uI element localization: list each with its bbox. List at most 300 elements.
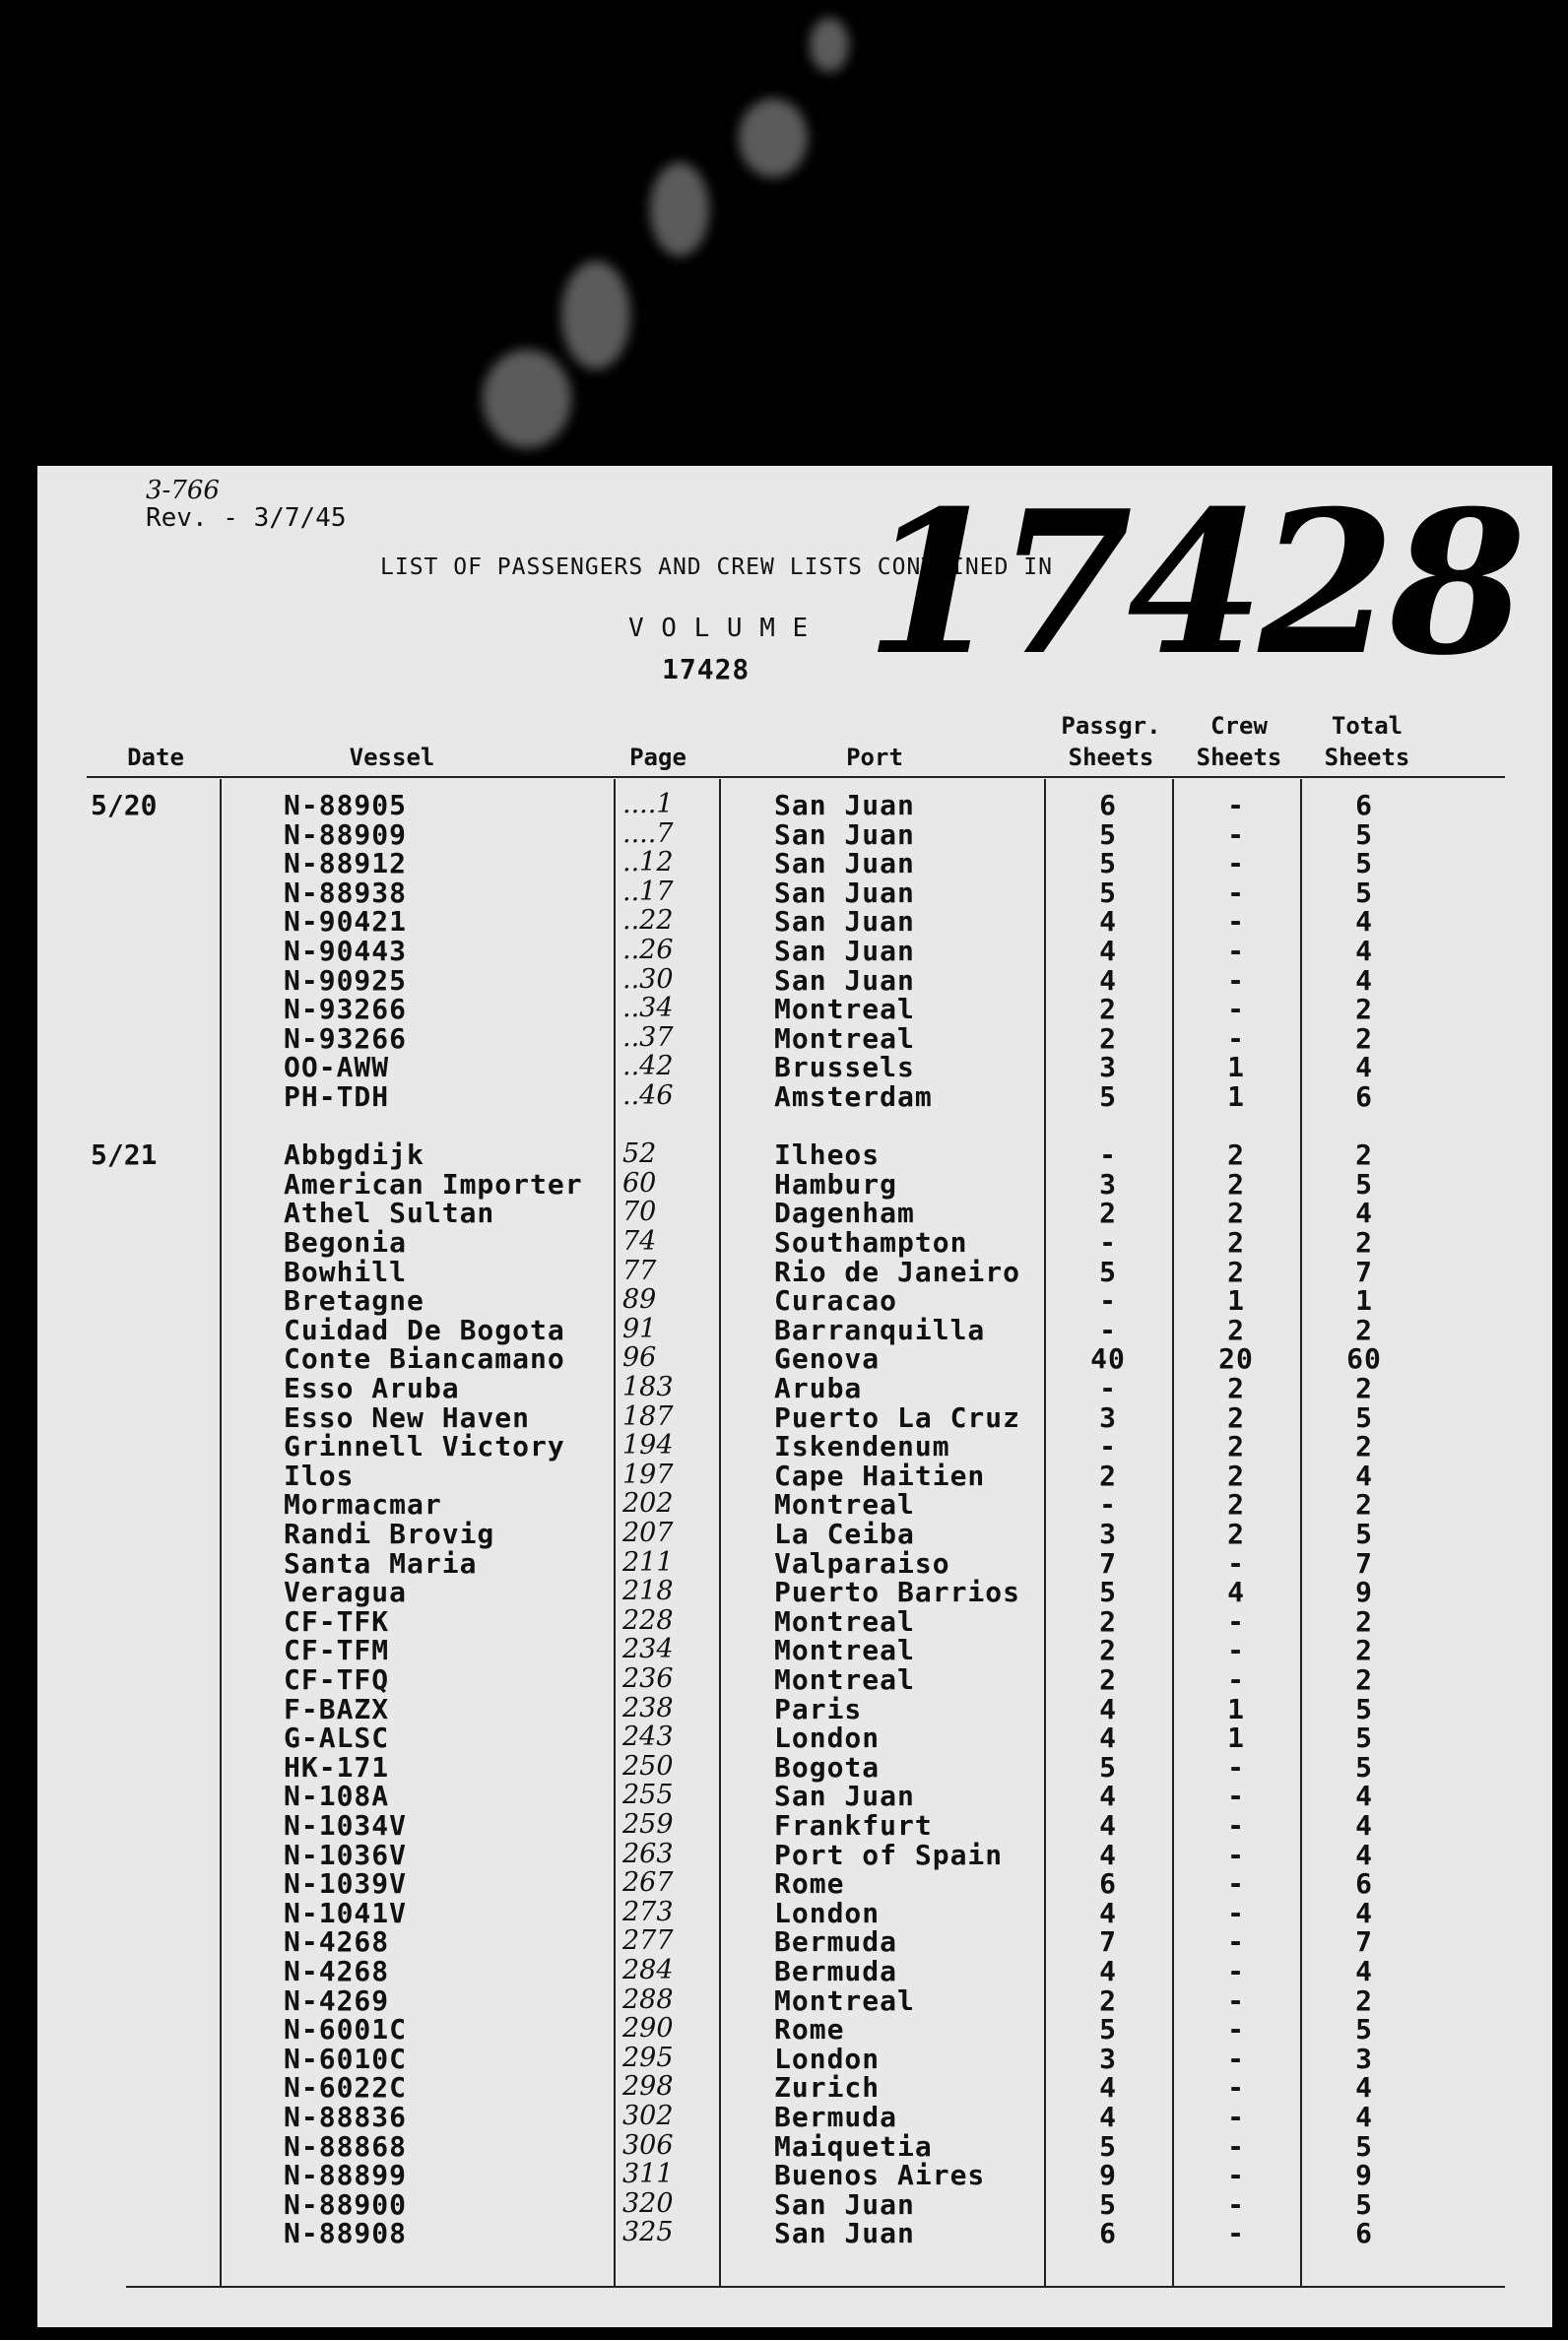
total-sheets-cell: 4 <box>1355 2101 1373 2133</box>
total-sheets-cell: 7 <box>1355 1925 1373 1959</box>
passenger-sheets-cell: 9 <box>1099 2159 1117 2192</box>
document-page <box>37 466 1552 2327</box>
total-sheets-cell: 4 <box>1355 1838 1373 1871</box>
total-sheets-cell: 5 <box>1355 847 1373 880</box>
total-sheets-cell: 4 <box>1355 1896 1373 1929</box>
passenger-sheets-cell: 6 <box>1099 2217 1117 2250</box>
vessel-cell: N-88908 <box>284 2217 408 2250</box>
passenger-sheets-cell: 5 <box>1099 817 1117 851</box>
vessel-cell: N-88909 <box>284 817 408 851</box>
form-revision: Rev. - 3/7/45 <box>146 503 347 533</box>
passenger-sheets-cell: 4 <box>1099 2071 1117 2105</box>
date-cell: 5/21 <box>91 1138 158 1172</box>
form-code: 3-766 <box>146 476 220 505</box>
vessel-cell: N-90421 <box>284 905 408 939</box>
scan-smudge <box>650 162 709 256</box>
page-cell: 288 <box>622 1983 674 2015</box>
passenger-sheets-cell: 4 <box>1099 1722 1117 1755</box>
vessel-cell: N-88868 <box>284 2129 408 2163</box>
crew-sheets-cell: 4 <box>1227 1576 1245 1609</box>
total-sheets-cell: 4 <box>1355 1955 1373 1987</box>
passenger-sheets-cell: - <box>1099 1372 1117 1404</box>
page-cell: 197 <box>622 1459 674 1490</box>
vessel-cell: Abbgdijk <box>284 1138 425 1172</box>
page-cell: 194 <box>622 1430 674 1462</box>
port-cell: London <box>774 2042 881 2075</box>
port-cell: La Ceiba <box>774 1518 915 1550</box>
crew-sheets-cell: 2 <box>1227 1255 1245 1288</box>
passenger-sheets-cell: 5 <box>1099 847 1117 880</box>
page-cell: 207 <box>622 1518 674 1548</box>
crew-sheets-cell: - <box>1227 1925 1245 1959</box>
total-sheets-cell: 6 <box>1355 1080 1373 1113</box>
passenger-sheets-cell: 7 <box>1099 1925 1117 1959</box>
passenger-sheets-cell: 4 <box>1099 1838 1117 1871</box>
page-cell: ..12 <box>622 847 674 878</box>
passenger-sheets-cell: 5 <box>1099 2187 1117 2221</box>
passenger-sheets-cell: 6 <box>1099 1867 1117 1901</box>
total-sheets-cell: 1 <box>1355 1284 1373 1318</box>
port-cell: Bermuda <box>774 1925 898 1959</box>
page-cell: 183 <box>622 1372 674 1402</box>
vessel-cell: N-6022C <box>284 2071 408 2105</box>
crew-sheets-cell: 2 <box>1227 1459 1245 1492</box>
passenger-sheets-cell: 3 <box>1099 2042 1117 2075</box>
port-cell: Montreal <box>774 1604 915 1638</box>
page-cell: 302 <box>622 2101 674 2131</box>
crew-sheets-cell: - <box>1227 1896 1245 1929</box>
crew-sheets-cell: 2 <box>1227 1518 1245 1550</box>
total-sheets-cell: 5 <box>1355 1167 1373 1201</box>
total-sheets-cell: 5 <box>1355 1518 1373 1550</box>
passenger-sheets-cell: 2 <box>1099 1634 1117 1667</box>
total-sheets-cell: 5 <box>1355 1692 1373 1725</box>
port-cell: San Juan <box>774 817 915 851</box>
crew-sheets-cell: - <box>1227 1663 1245 1696</box>
vessel-cell: OO-AWW <box>284 1051 390 1084</box>
page-cell: 284 <box>622 1955 674 1985</box>
page-cell: ..42 <box>622 1051 674 1082</box>
total-sheets-cell: 4 <box>1355 1051 1373 1084</box>
vessel-cell: N-90925 <box>284 963 408 997</box>
vessel-cell: N-90443 <box>284 935 408 967</box>
column-rule <box>1300 779 1302 2288</box>
crew-sheets-cell: - <box>1227 876 1245 909</box>
crew-sheets-cell: - <box>1227 963 1245 997</box>
total-sheets-cell: 2 <box>1355 1488 1373 1522</box>
port-cell: Zurich <box>774 2071 881 2105</box>
vessel-cell: Esso Aruba <box>284 1372 460 1404</box>
port-cell: Montreal <box>774 1983 915 2017</box>
vessel-cell: Bowhill <box>284 1255 408 1288</box>
column-header-port: Port <box>846 744 903 771</box>
page-cell: 211 <box>622 1546 674 1578</box>
port-cell: Aruba <box>774 1372 863 1404</box>
crew-sheets-cell: - <box>1227 2217 1245 2250</box>
page-cell: 187 <box>622 1400 674 1432</box>
crew-sheets-cell: - <box>1227 847 1245 880</box>
crew-sheets-cell: - <box>1227 2159 1245 2192</box>
port-cell: Hamburg <box>774 1167 898 1201</box>
crew-sheets-cell: 1 <box>1227 1722 1245 1755</box>
port-cell: Puerto Barrios <box>774 1576 1021 1609</box>
vessel-cell: N-88938 <box>284 876 408 909</box>
port-cell: Montreal <box>774 993 915 1026</box>
total-sheets-cell: 7 <box>1355 1255 1373 1288</box>
scan-smudge <box>810 18 849 72</box>
vessel-cell: PH-TDH <box>284 1080 390 1113</box>
vessel-cell: N-4268 <box>284 1925 390 1959</box>
port-cell: Rio de Janeiro <box>774 1255 1021 1288</box>
port-cell: Maiquetia <box>774 2129 933 2163</box>
page-cell: 228 <box>622 1604 674 1636</box>
crew-sheets-cell: 1 <box>1227 1080 1245 1113</box>
crew-sheets-cell: 2 <box>1227 1313 1245 1346</box>
page-cell: 306 <box>622 2129 674 2161</box>
vessel-cell: N-4269 <box>284 1983 390 2017</box>
document-heading: LIST OF PASSENGERS AND CREW LISTS CONTAINED IN <box>380 554 1053 580</box>
crew-sheets-cell: - <box>1227 2129 1245 2163</box>
port-cell: Genova <box>774 1342 881 1376</box>
total-sheets-cell: 60 <box>1346 1342 1382 1376</box>
passenger-sheets-cell: 3 <box>1099 1518 1117 1550</box>
crew-sheets-cell: 2 <box>1227 1430 1245 1463</box>
page-cell: 91 <box>622 1313 657 1344</box>
port-cell: Cape Haitien <box>774 1459 986 1492</box>
total-sheets-cell: 2 <box>1355 1430 1373 1463</box>
crew-sheets-cell: 2 <box>1227 1226 1245 1259</box>
page-cell: 70 <box>622 1197 657 1228</box>
total-sheets-cell: 2 <box>1355 1983 1373 2017</box>
crew-sheets-cell: 20 <box>1218 1342 1254 1376</box>
port-cell: Brussels <box>774 1051 915 1084</box>
port-cell: Iskendenum <box>774 1430 950 1463</box>
passenger-sheets-cell: 5 <box>1099 1255 1117 1288</box>
port-cell: San Juan <box>774 1780 915 1813</box>
page-cell: ..17 <box>622 876 674 907</box>
page-cell: 52 <box>622 1138 657 1170</box>
crew-sheets-cell: - <box>1227 2071 1245 2105</box>
footer-rule <box>126 2286 1505 2288</box>
port-cell: Montreal <box>774 1663 915 1696</box>
column-rule <box>719 779 721 2288</box>
vessel-cell: N-88912 <box>284 847 408 880</box>
page-cell: 311 <box>622 2159 674 2190</box>
page-cell: 202 <box>622 1488 674 1520</box>
total-sheets-cell: 4 <box>1355 1809 1373 1842</box>
total-sheets-cell: 4 <box>1355 2071 1373 2105</box>
column-rule <box>1044 779 1046 2288</box>
column-header-passenger-sheets: Passgr. Sheets <box>1061 712 1161 771</box>
vessel-cell: F-BAZX <box>284 1692 390 1725</box>
crew-sheets-cell: - <box>1227 1021 1245 1055</box>
volume-label: V O L U M E <box>628 614 810 643</box>
vessel-cell: N-1034V <box>284 1809 408 1842</box>
port-cell: Port of Spain <box>774 1838 1004 1871</box>
passenger-sheets-cell: 6 <box>1099 789 1117 821</box>
vessel-cell: HK-171 <box>284 1750 390 1784</box>
page-cell: 295 <box>622 2042 674 2073</box>
passenger-sheets-cell: 4 <box>1099 1896 1117 1929</box>
passenger-sheets-cell: 4 <box>1099 1809 1117 1842</box>
total-sheets-cell: 6 <box>1355 1867 1373 1901</box>
passenger-sheets-cell: 2 <box>1099 1983 1117 2017</box>
page-cell: ..34 <box>622 993 674 1024</box>
passenger-sheets-cell: - <box>1099 1284 1117 1318</box>
port-cell: Montreal <box>774 1488 915 1522</box>
page-cell: 267 <box>622 1867 674 1899</box>
passenger-sheets-cell: 4 <box>1099 1955 1117 1987</box>
page-cell: 263 <box>622 1838 674 1869</box>
page-cell: ..37 <box>622 1021 674 1053</box>
total-sheets-cell: 4 <box>1355 1459 1373 1492</box>
passenger-sheets-cell: - <box>1099 1313 1117 1346</box>
port-cell: Curacao <box>774 1284 898 1318</box>
crew-sheets-cell: - <box>1227 2187 1245 2221</box>
port-cell: San Juan <box>774 847 915 880</box>
port-cell: Ilheos <box>774 1138 881 1172</box>
column-header-vessel: Vessel <box>349 744 435 771</box>
page-cell: 255 <box>622 1780 674 1811</box>
passenger-sheets-cell: 7 <box>1099 1546 1117 1580</box>
crew-sheets-cell: - <box>1227 935 1245 967</box>
crew-sheets-cell: - <box>1227 1809 1245 1842</box>
vessel-cell: CF-TFM <box>284 1634 390 1667</box>
total-sheets-cell: 2 <box>1355 1226 1373 1259</box>
vessel-cell: Begonia <box>284 1226 408 1259</box>
vessel-cell: CF-TFK <box>284 1604 390 1638</box>
vessel-cell: N-6001C <box>284 2013 408 2047</box>
page-cell: ..26 <box>622 935 674 965</box>
port-cell: Bogota <box>774 1750 881 1784</box>
vessel-cell: Esso New Haven <box>284 1400 531 1434</box>
port-cell: London <box>774 1896 881 1929</box>
page-cell: ....1 <box>622 789 674 819</box>
total-sheets-cell: 5 <box>1355 1400 1373 1434</box>
total-sheets-cell: 2 <box>1355 1138 1373 1172</box>
passenger-sheets-cell: 2 <box>1099 993 1117 1026</box>
passenger-sheets-cell: 4 <box>1099 905 1117 939</box>
total-sheets-cell: 6 <box>1355 2217 1373 2250</box>
column-header-crew-sheets: Crew Sheets <box>1196 712 1282 771</box>
crew-sheets-cell: 1 <box>1227 1284 1245 1318</box>
passenger-sheets-cell: 2 <box>1099 1663 1117 1696</box>
page-cell: 298 <box>622 2071 674 2103</box>
passenger-sheets-cell: 3 <box>1099 1400 1117 1434</box>
port-cell: Barranquilla <box>774 1313 986 1346</box>
page-cell: 325 <box>622 2217 674 2248</box>
port-cell: Valparaiso <box>774 1546 950 1580</box>
crew-sheets-cell: - <box>1227 2042 1245 2075</box>
total-sheets-cell: 4 <box>1355 935 1373 967</box>
vessel-cell: N-108A <box>284 1780 390 1813</box>
passenger-sheets-cell: - <box>1099 1430 1117 1463</box>
vessel-cell: N-88900 <box>284 2187 408 2221</box>
page-cell: 60 <box>622 1167 657 1199</box>
column-header-date: Date <box>127 744 184 771</box>
total-sheets-cell: 2 <box>1355 1313 1373 1346</box>
page-cell: ..22 <box>622 905 674 937</box>
total-sheets-cell: 6 <box>1355 789 1373 821</box>
volume-stamp: 17428 <box>865 468 1521 699</box>
page-cell: ..46 <box>622 1080 674 1111</box>
vessel-cell: N-4268 <box>284 1955 390 1987</box>
port-cell: Amsterdam <box>774 1080 933 1113</box>
page-cell: 89 <box>622 1284 657 1316</box>
passenger-sheets-cell: 4 <box>1099 2101 1117 2133</box>
total-sheets-cell: 5 <box>1355 1722 1373 1755</box>
vessel-cell: Bretagne <box>284 1284 425 1318</box>
crew-sheets-cell: - <box>1227 817 1245 851</box>
crew-sheets-cell: 2 <box>1227 1197 1245 1230</box>
crew-sheets-cell: - <box>1227 1838 1245 1871</box>
passenger-sheets-cell: - <box>1099 1138 1117 1172</box>
vessel-cell: N-1036V <box>284 1838 408 1871</box>
column-header-page: Page <box>629 744 686 771</box>
page-cell: 238 <box>622 1692 674 1723</box>
passenger-sheets-cell: - <box>1099 1226 1117 1259</box>
crew-sheets-cell: - <box>1227 905 1245 939</box>
passenger-sheets-cell: 4 <box>1099 1780 1117 1813</box>
port-cell: London <box>774 1722 881 1755</box>
page-cell: 236 <box>622 1663 674 1694</box>
port-cell: Montreal <box>774 1634 915 1667</box>
page-cell: 259 <box>622 1809 674 1840</box>
port-cell: San Juan <box>774 905 915 939</box>
vessel-cell: Randi Brovig <box>284 1518 495 1550</box>
page-cell: 243 <box>622 1722 674 1753</box>
scan-smudge <box>483 350 571 448</box>
page-cell: 290 <box>622 2013 674 2045</box>
vessel-cell: American Importer <box>284 1167 583 1201</box>
total-sheets-cell: 5 <box>1355 1750 1373 1784</box>
vessel-cell: Cuidad De Bogota <box>284 1313 565 1346</box>
passenger-sheets-cell: 3 <box>1099 1051 1117 1084</box>
page-cell: 218 <box>622 1576 674 1607</box>
passenger-sheets-cell: 4 <box>1099 1692 1117 1725</box>
passenger-sheets-cell: 3 <box>1099 1167 1117 1201</box>
crew-sheets-cell: 2 <box>1227 1372 1245 1404</box>
crew-sheets-cell: 1 <box>1227 1051 1245 1084</box>
total-sheets-cell: 5 <box>1355 876 1373 909</box>
port-cell: Dagenham <box>774 1197 915 1230</box>
vessel-cell: N-88905 <box>284 789 408 821</box>
total-sheets-cell: 2 <box>1355 1604 1373 1638</box>
crew-sheets-cell: 2 <box>1227 1488 1245 1522</box>
volume-number: 17428 <box>662 653 751 685</box>
vessel-cell: N-1041V <box>284 1896 408 1929</box>
crew-sheets-cell: - <box>1227 789 1245 821</box>
port-cell: Frankfurt <box>774 1809 933 1842</box>
scan-smudge <box>739 98 808 177</box>
passenger-sheets-cell: 2 <box>1099 1459 1117 1492</box>
total-sheets-cell: 9 <box>1355 2159 1373 2192</box>
vessel-cell: N-93266 <box>284 993 408 1026</box>
date-cell: 5/20 <box>91 789 158 821</box>
total-sheets-cell: 2 <box>1355 993 1373 1026</box>
crew-sheets-cell: - <box>1227 1634 1245 1667</box>
crew-sheets-cell: 2 <box>1227 1138 1245 1172</box>
port-cell: San Juan <box>774 876 915 909</box>
port-cell: Bermuda <box>774 1955 898 1987</box>
passenger-sheets-cell: 5 <box>1099 1080 1117 1113</box>
crew-sheets-cell: 2 <box>1227 1167 1245 1201</box>
port-cell: Paris <box>774 1692 863 1725</box>
passenger-sheets-cell: 40 <box>1090 1342 1126 1376</box>
port-cell: San Juan <box>774 2217 915 2250</box>
page-cell: ..30 <box>622 963 674 995</box>
page-cell: ....7 <box>622 817 674 849</box>
crew-sheets-cell: - <box>1227 1750 1245 1784</box>
total-sheets-cell: 2 <box>1355 1021 1373 1055</box>
passenger-sheets-cell: 5 <box>1099 876 1117 909</box>
page-cell: 320 <box>622 2187 674 2219</box>
scan-smudge <box>561 261 630 369</box>
total-sheets-cell: 4 <box>1355 1780 1373 1813</box>
column-header-total-sheets: Total Sheets <box>1324 712 1410 771</box>
vessel-cell: N-88899 <box>284 2159 408 2192</box>
vessel-cell: Grinnell Victory <box>284 1430 565 1463</box>
total-sheets-cell: 3 <box>1355 2042 1373 2075</box>
crew-sheets-cell: 2 <box>1227 1400 1245 1434</box>
vessel-cell: Santa Maria <box>284 1546 478 1580</box>
port-cell: Buenos Aires <box>774 2159 986 2192</box>
vessel-cell: Veragua <box>284 1576 408 1609</box>
vessel-cell: Ilos <box>284 1459 355 1492</box>
total-sheets-cell: 9 <box>1355 1576 1373 1609</box>
crew-sheets-cell: - <box>1227 2013 1245 2047</box>
total-sheets-cell: 5 <box>1355 817 1373 851</box>
vessel-cell: N-93266 <box>284 1021 408 1055</box>
port-cell: Montreal <box>774 1021 915 1055</box>
crew-sheets-cell: - <box>1227 1604 1245 1638</box>
page-cell: 74 <box>622 1226 657 1257</box>
passenger-sheets-cell: 5 <box>1099 2129 1117 2163</box>
port-cell: Bermuda <box>774 2101 898 2133</box>
crew-sheets-cell: - <box>1227 1867 1245 1901</box>
crew-sheets-cell: - <box>1227 1780 1245 1813</box>
passenger-sheets-cell: 5 <box>1099 2013 1117 2047</box>
vessel-cell: N-1039V <box>284 1867 408 1901</box>
port-cell: Puerto La Cruz <box>774 1400 1021 1434</box>
total-sheets-cell: 2 <box>1355 1372 1373 1404</box>
page-cell: 77 <box>622 1255 657 1286</box>
column-rule <box>614 779 616 2288</box>
vessel-cell: Conte Biancamano <box>284 1342 565 1376</box>
port-cell: San Juan <box>774 963 915 997</box>
vessel-cell: G-ALSC <box>284 1722 390 1755</box>
crew-sheets-cell: - <box>1227 1546 1245 1580</box>
passenger-sheets-cell: 2 <box>1099 1021 1117 1055</box>
crew-sheets-cell: - <box>1227 993 1245 1026</box>
port-cell: Southampton <box>774 1226 968 1259</box>
total-sheets-cell: 5 <box>1355 2187 1373 2221</box>
page-cell: 277 <box>622 1925 674 1957</box>
crew-sheets-cell: - <box>1227 2101 1245 2133</box>
port-cell: San Juan <box>774 2187 915 2221</box>
passenger-sheets-cell: - <box>1099 1488 1117 1522</box>
passenger-sheets-cell: 2 <box>1099 1197 1117 1230</box>
page-cell: 96 <box>622 1342 657 1374</box>
port-cell: San Juan <box>774 789 915 821</box>
crew-sheets-cell: - <box>1227 1955 1245 1987</box>
total-sheets-cell: 5 <box>1355 2013 1373 2047</box>
passenger-sheets-cell: 4 <box>1099 935 1117 967</box>
column-rule <box>220 779 222 2288</box>
vessel-cell: N-88836 <box>284 2101 408 2133</box>
column-rule <box>1172 779 1174 2288</box>
header-rule <box>87 776 1505 778</box>
